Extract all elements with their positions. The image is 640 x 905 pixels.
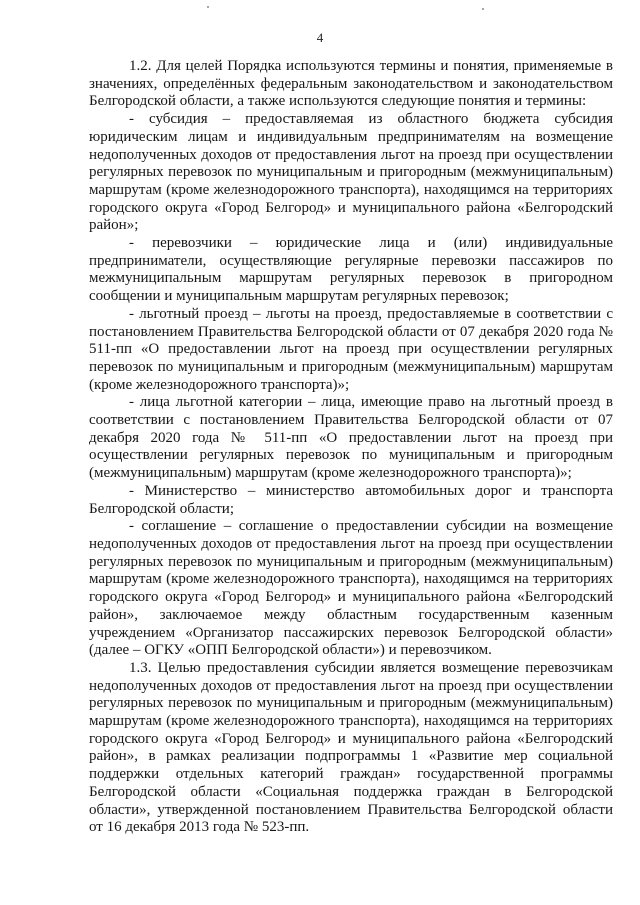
- definition-agreement: - соглашение – соглашение о предоставлении субсидии на возмещение недополученных доходов от предоставления льгот на проезд при осуществлении регулярных перевозок по муниципальным и пригородным (межмуниципальным) маршрутам (кроме железнодорожного транспорта), находящимся на территориях городского округа «Город Белгород» и муниципального района «Белгородский район», заключаемое между областным государственным казенным учреждением «Организатор пассажирских перевозок Белгородской области» (далее – ОГКУ «ОПП Белгородской области») и перевозчиком.: [89, 518, 613, 659]
- scan-speck: [207, 6, 209, 8]
- definition-preferential-persons: - лица льготной категории – лица, имеющие право на льготный проезд в соответствии с постановлением Правительства Белгородской области от 07 декабря 2020 года № 511-пп «О предоставлении льгот на проезд при осуществлении регулярных перевозок по муниципальным и пригородным (межмуниципальным) маршрутам (кроме железнодорожного транспорта)»;: [89, 394, 613, 482]
- paragraph-1-3-purpose: 1.3. Целью предоставления субсидии является возмещение перевозчикам недополученных доходов от предоставления льгот на проезд при осуществлении регулярных перевозок по муниципальным и пригородным (межмуниципальным) маршрутам (кроме железнодорожного транспорта), находящимся на территориях городского округа «Город Белгород» и муниципального района «Белгородский район», в рамках реализации подпрограммы 1 «Развитие мер социальной поддержки отдельных категорий граждан» государственной программы Белгородской области «Социальная поддержка граждан в Белгородской области», утвержденной постановлением Правительства Белгородской области от 16 декабря 2013 года № 523-пп.: [89, 659, 613, 836]
- paragraph-1-2-intro: 1.2. Для целей Порядка используются термины и понятия, применяемые в значениях, определённых федеральным законодательством и законодательством Белгородской области, а также используются следующие понятия и термины:: [89, 58, 613, 110]
- document-body: [89, 58, 613, 837]
- definition-carriers: - перевозчики – юридические лица и (или) индивидуальные предприниматели, осуществляющие регулярные перевозки пассажиров по межмуниципальным маршрутам регулярных перевозок в пригородном сообщении и муниципальным маршрутам регулярных перевозок;: [89, 235, 613, 305]
- definition-ministry: - Министерство – министерство автомобильных дорог и транспорта Белгородской области;: [89, 482, 613, 517]
- definition-subsidy: - субсидия – предоставляемая из областного бюджета субсидия юридическим лицам и индивидуальным предпринимателям на возмещение недополученных доходов от предоставления льгот на проезд при осуществлении регулярных перевозок по муниципальным и пригородным (межмуниципальным) маршрутам (кроме железнодорожного транспорта), находящимся на территориях городского округа «Город Белгород» и муниципального района «Белгородский район»;: [89, 111, 613, 234]
- page-number: 4: [316, 30, 324, 45]
- definition-preferential-travel: - льготный проезд – льготы на проезд, предоставляемые в соответствии с постановлением Правительства Белгородской области от 07 декабря 2020 года № 511-пп «О предоставлении льгот на проезд при осуществлении регулярных перевозок по муниципальным и пригородным (межмуниципальным) маршрутам (кроме железнодорожного транспорта)»;: [89, 305, 613, 393]
- scan-speck: [482, 8, 484, 10]
